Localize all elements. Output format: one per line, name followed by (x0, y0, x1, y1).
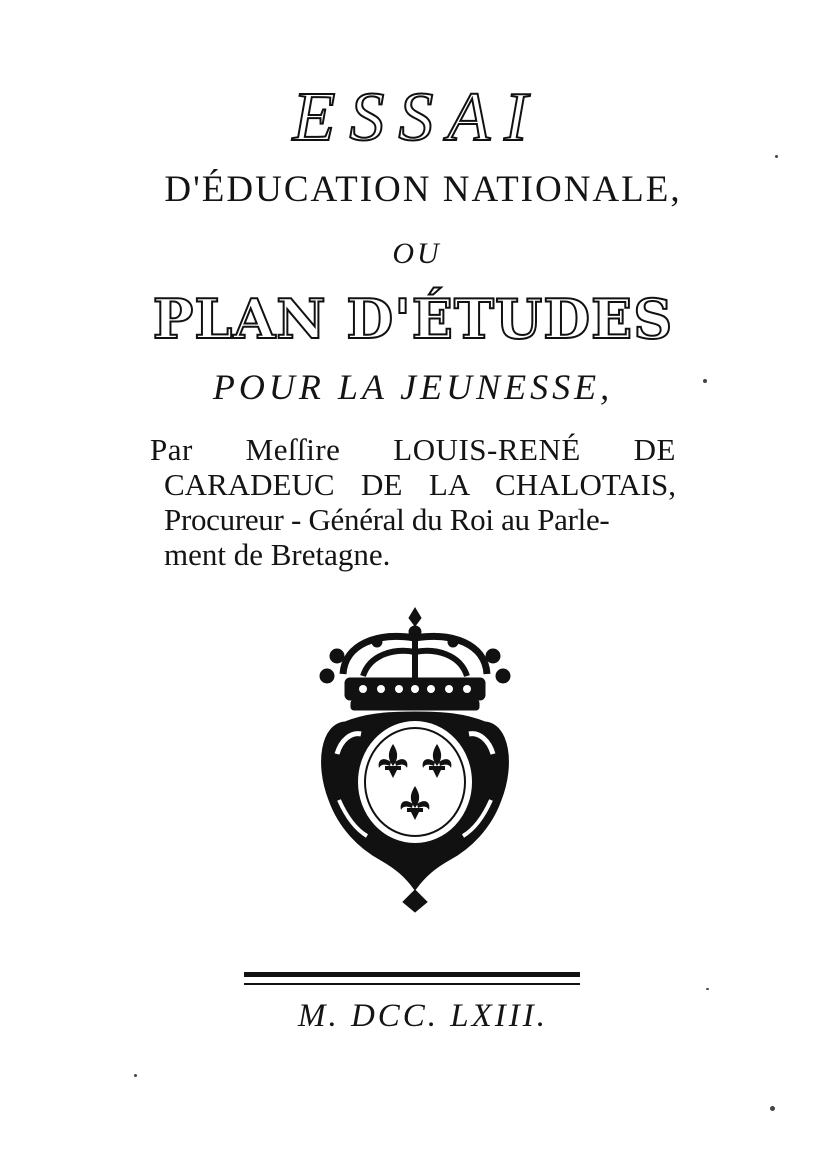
book-subtitle: D'ÉDUCATION NATIONALE, (164, 169, 682, 210)
imprint-date: M. DCC. LXIII. (297, 998, 549, 1034)
author-line: Par Meſſire LOUIS-RENÉ DE (150, 432, 676, 467)
paper-speck (775, 155, 778, 158)
author-statement (150, 432, 676, 572)
crowned-fleur-de-lis-arms-icon (315, 604, 515, 914)
author-line: ment de Bretagne. (164, 537, 391, 572)
paper-speck (703, 379, 707, 383)
double-rule-bottom (244, 983, 580, 985)
alternate-subtitle: POUR LA JEUNESSE, (212, 367, 614, 407)
paper-speck (770, 1106, 775, 1111)
paper-speck (706, 988, 709, 990)
book-title: ESSAI (292, 79, 542, 156)
double-rule-top (244, 972, 580, 977)
alternate-title: PLAN D'ÉTUDES (152, 287, 674, 351)
author-line: Procureur - Général du Roi au Parle- (164, 502, 610, 537)
author-line: CARADEUC DE LA CHALOTAIS, (164, 467, 676, 502)
title-connector: OU (392, 237, 442, 270)
paper-speck (134, 1074, 137, 1077)
